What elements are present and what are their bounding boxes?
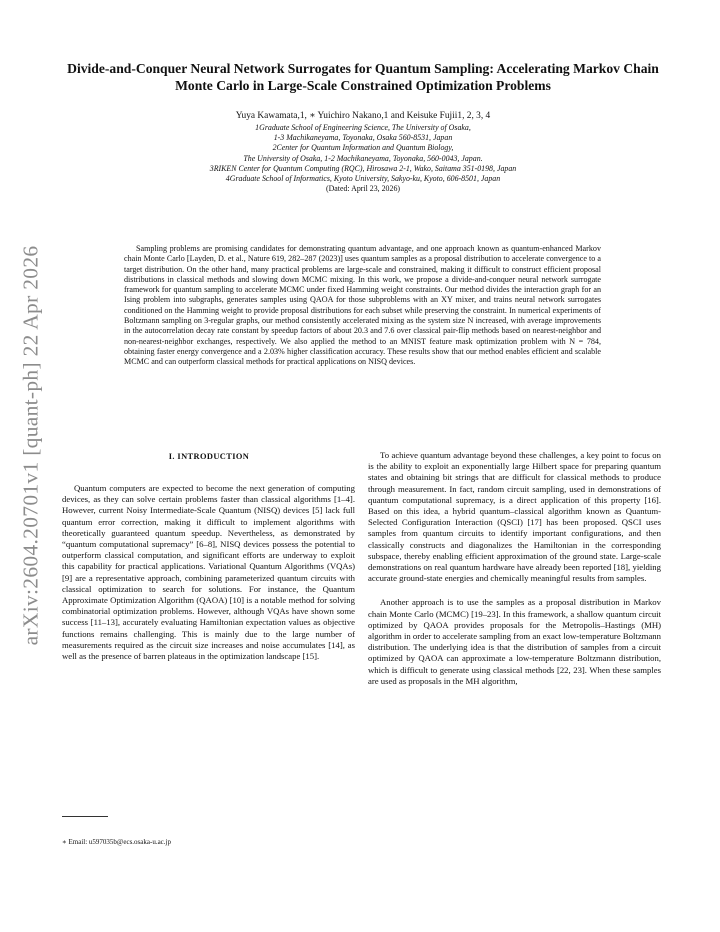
right-column: [368, 450, 661, 687]
affiliation-line: 2Center for Quantum Information and Quantum Biology,: [272, 143, 454, 153]
affiliation-line: The University of Osaka, 1-2 Machikaneyama, Toyonaka, 560-0043, Japan.: [243, 153, 483, 163]
affiliation-line: 1-3 Machikaneyama, Toyonaka, Osaka 560-8531, Japan: [273, 133, 453, 143]
paragraph: To achieve quantum advantage beyond these challenges, a key point to focus on is the ability to exploit an exponentially large Hilbert space for preparing quantum states and obtaining bit strings that are difficult for classical methods to produce through measurement. In fact, random circuit sampling, used in demonstrations of quantum computational supremacy, is a direct application of this property [16]. Based on this idea, a hybrid quantum–classical algorithm known as Quantum-Selected Configuration Interaction (QSCI) [17] has been proposed. QSCI uses samples from quantum circuits to identify important configurations, and then classically constructs and diagonalizes the Hamiltonian in the corresponding subspace, thereby enabling efficient approximation of the ground state. Large-scale demonstrations on real quantum hardware have already been reported [18], yielding accurate ground-state energies and chemically meaningful results from samples.: [368, 450, 661, 584]
arxiv-sidebar: [8, 245, 54, 645]
affiliation-line: 1Graduate School of Engineering Science, The University of Osaka,: [255, 123, 471, 132]
footnote-rule: [62, 816, 108, 817]
abstract: Sampling problems are promising candidates for demonstrating quantum advantage, and one approach known as quantum-enhanced Markov chain Monte Carlo [Layden, D. et al., Nature 619, 282–287 (2023)] uses quantum samples as a proposal distribution to accelerate convergence to a target distribution. On the other hand, many practical problems are large-scale and constrained, making it difficult to construct efficient proposal distributions in classical methods and slowing down MCMC mixing. In this work, we propose a divide-and-conquer neural network surrogate framework for quantum sampling to accelerate MCMC under fixed Hamming weight constraints. Our method divides the interaction graph for an Ising problem into subgraphs, generates samples using QAOA for those subproblems with an XY mixer, and trains neural network surrogates conditioned on the Hamming weight to provide proposal distributions for each subset while preserving the constraint. In numerical experiments of Boltzmann sampling on 3-regular graphs, our method consistently accelerated mixing as the system size N increased, with average improvements in the autocorrelation decay rate constant by speedup factors of about 20.3 and 7.6 over classical pair-flip methods based on nearest-neighbor and non-nearest-neighbor exchanges, respectively. We also applied the method to an MNIST feature mask optimization problem with N = 784, obtaining faster energy convergence and a 2.03% higher classification accuracy. These results show that our method enables efficient and scalable MCMC and can outperform classical methods for practical applications on NISQ devices.: [124, 244, 601, 367]
section-heading-introduction: I. INTRODUCTION: [168, 452, 250, 461]
footnote-email: ∗ Email: u597035b@ecs.osaka-u.ac.jp: [62, 838, 171, 846]
paragraph: Another approach is to use the samples as a proposal distribution in Markov chain Monte Carlo (MCMC) [19–23]. In this framework, a shallow quantum circuit optimized by QAOA provides proposals for the Metropolis–Hastings (MH) algorithm in order to accelerate sampling from an exact low-temperature Boltzmann distribution. The underlying idea is that the distribution of samples from a circuit optimized by QAOA can approximate a low-temperature Boltzmann distribution, which is difficult to generate using classical methods [22, 23]. When these samples are used as proposals in the MH algorithm,: [368, 597, 661, 686]
affiliation-line: 3RIKEN Center for Quantum Computing (RQC), Hirosawa 2-1, Wako, Saitama 351-0198, Japan: [209, 163, 517, 173]
arxiv-identifier[interactable]: arXiv:2604.20701v1 [quant-ph] 22 Apr 2026: [18, 245, 43, 645]
author-list: Yuya Kawamata,1, ∗ Yuichiro Nakano,1 and Keisuke Fujii1, 2, 3, 4: [235, 111, 491, 121]
paragraph: Quantum computers are expected to become the next generation of computing devices, as they can solve certain problems faster than classical algorithms [1–4]. However, current Noisy Intermediate-Scale Quantum (NISQ) devices [5] lack full quantum error correction, making it difficult to implement algorithms with theoretically guaranteed quantum speedup. Nevertheless, as demonstrated by “quantum computational supremacy” [6–8], NISQ devices possess the potential to outperform classical computation, and significant efforts are underway to exploit this capability for practical applications. Variational Quantum Algorithms (VQAs) [9] are a representative approach, combining parameterized quantum circuits with classical optimization to search for solutions. For instance, the Quantum Approximate Optimization Algorithm (QAOA) [10] is a notable method for solving combinatorial optimization problems. However, although VQAs have shown some success [11–13], accurately evaluating Hamiltonian expectation values as objective functions remains challenging. This is mainly due to the large number of measurements required as the circuit size increases and noise accumulates [14], as well as the presence of barren plateaus in the optimization landscape [15].: [62, 483, 355, 662]
left-column: [62, 483, 355, 662]
date-line: (Dated: April 23, 2026): [325, 184, 401, 194]
affiliation-line: 4Graduate School of Informatics, Kyoto University, Sakyo-ku, Kyoto, 606-8501, Japan: [225, 174, 501, 184]
affiliations: [60, 123, 666, 194]
paper-title: Divide-and-Conquer Neural Network Surrogates for Quantum Sampling: Accelerating Markov Chain Monte Carlo in Large-Scale Constrained Optimization Problems: [67, 61, 659, 93]
